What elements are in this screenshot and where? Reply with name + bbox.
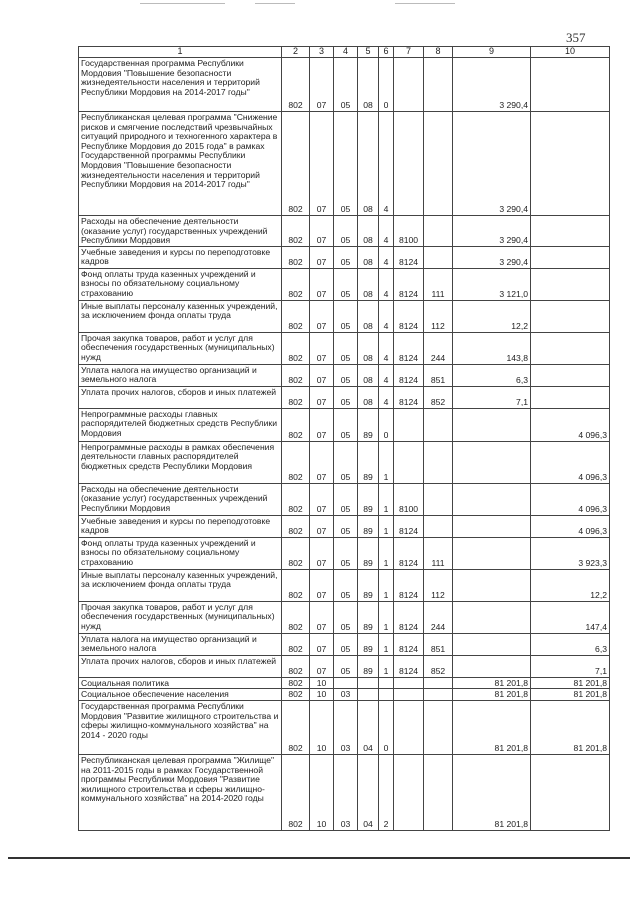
col-ministry-code: 802 [282,633,310,655]
col-section-code: 07 [310,268,334,300]
col-amount-2014: 7,1 [453,386,531,408]
table-row [79,58,610,112]
col-header: 5 [358,47,379,58]
row-description: Непрограммные расходы в рамках обеспечения деятельности главных распорядителей бюджетных средств Республики Мордовия [79,441,282,483]
col-program-code: 89 [358,441,379,483]
col-program-code: 89 [358,655,379,677]
table-row [79,386,610,408]
col-subsection-code: 05 [334,601,358,633]
col-amount-2015 [531,364,610,386]
col-subprogram-code: 1 [379,441,394,483]
row-description: Уплата прочих налогов, сборов и иных платежей [79,655,282,677]
row-description: Непрограммные расходы главных распорядителей бюджетных средств Республики Мордовия [79,408,282,441]
col-program-code: 08 [358,386,379,408]
row-description: Учебные заведения и курсы по переподготовке кадров [79,515,282,537]
col-program-code: 89 [358,633,379,655]
col-subsection-code: 05 [334,246,358,268]
col-expense-type-code [424,689,453,701]
col-subsection-code: 05 [334,408,358,441]
row-description: Социальное обеспечение населения [79,689,282,701]
col-amount-2014: 6,3 [453,364,531,386]
col-amount-2014 [453,569,531,601]
col-subsection-code: 05 [334,483,358,515]
col-section-code: 07 [310,332,334,364]
col-subprogram-code: 1 [379,483,394,515]
col-subprogram-code: 4 [379,300,394,332]
col-ministry-code: 802 [282,655,310,677]
col-ministry-code: 802 [282,754,310,830]
col-ministry-code: 802 [282,364,310,386]
row-description: Уплата налога на имущество организаций и земельного налога [79,633,282,655]
col-section-code: 10 [310,700,334,754]
col-section-code: 10 [310,754,334,830]
col-subsection-code: 05 [334,364,358,386]
col-amount-2015 [531,246,610,268]
table-row [79,569,610,601]
page-bottom-rule [8,857,630,859]
col-section-code: 07 [310,515,334,537]
table-row [79,483,610,515]
col-ministry-code: 802 [282,58,310,112]
col-expense-type-code: 112 [424,569,453,601]
col-subprogram-code [379,677,394,689]
col-section-code: 10 [310,689,334,701]
col-expense-type-code [424,677,453,689]
col-amount-2014: 81 201,8 [453,700,531,754]
col-ministry-code: 802 [282,601,310,633]
col-expense-type-code: 851 [424,364,453,386]
row-description: Уплата налога на имущество организаций и земельного налога [79,364,282,386]
col-expense-type-code: 852 [424,386,453,408]
col-subprogram-code [379,689,394,701]
col-amount-2014 [453,408,531,441]
col-direction-code [394,754,424,830]
col-program-code: 08 [358,300,379,332]
col-subsection-code: 03 [334,689,358,701]
col-amount-2015 [531,112,610,216]
col-ministry-code: 802 [282,689,310,701]
col-amount-2015 [531,216,610,247]
col-amount-2015: 147,4 [531,601,610,633]
col-direction-code: 8124 [394,633,424,655]
col-header: 4 [334,47,358,58]
row-description: Иные выплаты персоналу казенных учреждений, за исключением фонда оплаты труда [79,300,282,332]
col-direction-code: 8100 [394,216,424,247]
col-section-code: 07 [310,246,334,268]
col-ministry-code: 802 [282,569,310,601]
col-subprogram-code: 4 [379,332,394,364]
col-direction-code: 8124 [394,515,424,537]
col-amount-2014 [453,483,531,515]
col-direction-code [394,441,424,483]
col-subsection-code: 05 [334,112,358,216]
col-direction-code [394,112,424,216]
col-expense-type-code [424,246,453,268]
col-program-code: 89 [358,483,379,515]
col-ministry-code: 802 [282,537,310,569]
col-program-code: 08 [358,112,379,216]
col-section-code: 10 [310,677,334,689]
col-subsection-code: 05 [334,515,358,537]
col-expense-type-code: 851 [424,633,453,655]
col-amount-2015: 6,3 [531,633,610,655]
col-program-code: 04 [358,700,379,754]
table-row [79,268,610,300]
table-row [79,441,610,483]
row-description: Фонд оплаты труда казенных учреждений и взносы по обязательному социальному страхованию [79,268,282,300]
col-subsection-code: 05 [334,386,358,408]
col-amount-2014: 81 201,8 [453,677,531,689]
row-description: Государственная программа Республики Мордовия "Повышение безопасности жизнедеятельности населения и территорий Республики Мордовия на 2014-2017 годы" [79,58,282,112]
col-amount-2014: 143,8 [453,332,531,364]
col-program-code [358,677,379,689]
col-direction-code: 8124 [394,601,424,633]
col-ministry-code: 802 [282,268,310,300]
col-subprogram-code: 1 [379,633,394,655]
table-row [79,300,610,332]
col-header: 8 [424,47,453,58]
row-description: Расходы на обеспечение деятельности (оказание услуг) государственных учреждений Республики Мордовия [79,483,282,515]
col-ministry-code: 802 [282,112,310,216]
col-ministry-code: 802 [282,483,310,515]
col-expense-type-code: 112 [424,300,453,332]
row-description: Прочая закупка товаров, работ и услуг для обеспечения государственных (муниципальных) нужд [79,601,282,633]
col-amount-2015: 81 201,8 [531,689,610,701]
col-ministry-code: 802 [282,246,310,268]
col-expense-type-code [424,112,453,216]
row-description: Учебные заведения и курсы по переподготовке кадров [79,246,282,268]
col-amount-2015: 7,1 [531,655,610,677]
row-description: Социальная политика [79,677,282,689]
col-expense-type-code [424,483,453,515]
row-description: Иные выплаты персоналу казенных учреждений, за исключением фонда оплаты труда [79,569,282,601]
table-header-row [79,47,610,58]
col-expense-type-code [424,754,453,830]
row-description: Республиканская целевая программа "Снижение рисков и смягчение последствий чрезвычайных ситуаций природного и техногенного характера в Республике Мордовия до 2015 года" в рамках Государственной программы Республики Мордовия "Повышение безопасности жизнедеятельности населения и территорий Республики Мордовия на 2014-2017 годы" [79,112,282,216]
scan-edge-line [140,3,225,4]
col-subprogram-code: 4 [379,364,394,386]
col-ministry-code: 802 [282,386,310,408]
col-ministry-code: 802 [282,332,310,364]
col-direction-code [394,408,424,441]
col-amount-2014 [453,515,531,537]
col-ministry-code: 802 [282,408,310,441]
col-direction-code: 8124 [394,386,424,408]
col-direction-code: 8124 [394,300,424,332]
col-subsection-code: 05 [334,268,358,300]
col-program-code: 89 [358,569,379,601]
table-row [79,700,610,754]
col-ministry-code: 802 [282,216,310,247]
col-subsection-code: 05 [334,332,358,364]
col-amount-2014: 3 290,4 [453,112,531,216]
table-row [79,216,610,247]
table-row [79,689,610,701]
col-direction-code: 8124 [394,332,424,364]
col-header: 2 [282,47,310,58]
col-subprogram-code: 1 [379,601,394,633]
col-direction-code [394,689,424,701]
col-section-code: 07 [310,441,334,483]
scan-edge-line [395,3,455,4]
col-direction-code: 8100 [394,483,424,515]
col-amount-2015 [531,268,610,300]
col-header: 6 [379,47,394,58]
col-amount-2014 [453,633,531,655]
col-section-code: 07 [310,633,334,655]
col-expense-type-code: 111 [424,268,453,300]
col-amount-2014: 3 121,0 [453,268,531,300]
table-row [79,246,610,268]
col-direction-code: 8124 [394,246,424,268]
col-amount-2014: 81 201,8 [453,689,531,701]
col-header: 1 [79,47,282,58]
col-section-code: 07 [310,537,334,569]
col-subprogram-code: 4 [379,386,394,408]
col-subprogram-code: 0 [379,58,394,112]
col-amount-2015: 81 201,8 [531,700,610,754]
col-subsection-code: 05 [334,633,358,655]
col-subsection-code: 05 [334,569,358,601]
col-subprogram-code: 1 [379,569,394,601]
col-amount-2015 [531,58,610,112]
table-row [79,515,610,537]
col-ministry-code: 802 [282,441,310,483]
col-expense-type-code [424,216,453,247]
table-body [79,58,610,831]
col-direction-code [394,677,424,689]
col-amount-2015: 3 923,3 [531,537,610,569]
col-subprogram-code: 4 [379,246,394,268]
col-program-code: 08 [358,246,379,268]
col-amount-2014 [453,537,531,569]
col-direction-code: 8124 [394,268,424,300]
col-subsection-code: 05 [334,441,358,483]
col-expense-type-code [424,515,453,537]
col-subprogram-code: 1 [379,515,394,537]
col-subsection-code: 03 [334,754,358,830]
col-direction-code [394,58,424,112]
col-header: 3 [310,47,334,58]
col-subsection-code: 05 [334,537,358,569]
table-row [79,754,610,830]
col-direction-code [394,700,424,754]
col-header: 7 [394,47,424,58]
col-direction-code: 8124 [394,364,424,386]
col-subprogram-code: 0 [379,700,394,754]
col-subsection-code: 03 [334,700,358,754]
col-program-code: 89 [358,537,379,569]
col-subprogram-code: 4 [379,112,394,216]
col-direction-code: 8124 [394,569,424,601]
col-expense-type-code: 244 [424,601,453,633]
col-direction-code: 8124 [394,537,424,569]
col-amount-2014 [453,655,531,677]
table-row [79,633,610,655]
budget-table [78,46,610,831]
col-ministry-code: 802 [282,677,310,689]
col-amount-2014 [453,441,531,483]
col-amount-2015: 4 096,3 [531,441,610,483]
col-subprogram-code: 0 [379,408,394,441]
col-amount-2015: 12,2 [531,569,610,601]
col-amount-2014: 81 201,8 [453,754,531,830]
col-program-code: 08 [358,58,379,112]
col-expense-type-code: 111 [424,537,453,569]
scan-edge-line [255,3,295,4]
col-program-code: 89 [358,601,379,633]
col-amount-2015 [531,386,610,408]
col-direction-code: 8124 [394,655,424,677]
col-subsection-code [334,677,358,689]
col-expense-type-code: 852 [424,655,453,677]
col-ministry-code: 802 [282,515,310,537]
col-amount-2015: 4 096,3 [531,515,610,537]
row-description: Республиканская целевая программа "Жилище" на 2011-2015 годы в рамках Государственной программы Республики Мордовия "Развитие жилищного строительства и сферы жилищно-коммунального хозяйства" на 2014-2020 годы [79,754,282,830]
col-expense-type-code [424,700,453,754]
table-row [79,537,610,569]
table-row [79,677,610,689]
col-section-code: 07 [310,601,334,633]
col-amount-2015: 81 201,8 [531,677,610,689]
row-description: Фонд оплаты труда казенных учреждений и взносы по обязательному социальному страхованию [79,537,282,569]
table-row [79,408,610,441]
col-section-code: 07 [310,364,334,386]
col-subsection-code: 05 [334,58,358,112]
col-program-code: 04 [358,754,379,830]
col-amount-2014: 12,2 [453,300,531,332]
table-row [79,332,610,364]
col-amount-2014: 3 290,4 [453,246,531,268]
col-subsection-code: 05 [334,216,358,247]
col-program-code: 89 [358,515,379,537]
row-description: Расходы на обеспечение деятельности (оказание услуг) государственных учреждений Республики Мордовия [79,216,282,247]
col-program-code: 89 [358,408,379,441]
row-description: Государственная программа Республики Мордовия "Развитие жилищного строительства и сферы жилищно-коммунального хозяйства" на 2014 - 2020 годы [79,700,282,754]
col-expense-type-code [424,408,453,441]
col-section-code: 07 [310,112,334,216]
row-description: Уплата прочих налогов, сборов и иных платежей [79,386,282,408]
col-subprogram-code: 4 [379,268,394,300]
col-header: 10 [531,47,610,58]
col-amount-2015 [531,300,610,332]
col-expense-type-code: 244 [424,332,453,364]
col-program-code: 08 [358,216,379,247]
col-program-code [358,689,379,701]
col-amount-2015 [531,754,610,830]
page-number: 357 [566,30,586,45]
col-subprogram-code: 1 [379,655,394,677]
col-amount-2014: 3 290,4 [453,58,531,112]
col-section-code: 07 [310,58,334,112]
col-ministry-code: 802 [282,700,310,754]
col-subprogram-code: 1 [379,537,394,569]
col-ministry-code: 802 [282,300,310,332]
col-expense-type-code [424,58,453,112]
table-row [79,112,610,216]
col-program-code: 08 [358,332,379,364]
col-header: 9 [453,47,531,58]
row-description: Прочая закупка товаров, работ и услуг для обеспечения государственных (муниципальных) нужд [79,332,282,364]
col-subsection-code: 05 [334,655,358,677]
col-section-code: 07 [310,216,334,247]
col-subsection-code: 05 [334,300,358,332]
col-program-code: 08 [358,364,379,386]
col-program-code: 08 [358,268,379,300]
table-row [79,601,610,633]
col-section-code: 07 [310,300,334,332]
col-amount-2014 [453,601,531,633]
col-section-code: 07 [310,408,334,441]
table-row [79,655,610,677]
col-amount-2014: 3 290,4 [453,216,531,247]
table-row [79,364,610,386]
col-section-code: 07 [310,386,334,408]
col-section-code: 07 [310,655,334,677]
col-expense-type-code [424,441,453,483]
col-section-code: 07 [310,483,334,515]
col-amount-2015 [531,332,610,364]
col-subprogram-code: 4 [379,216,394,247]
col-amount-2015: 4 096,3 [531,483,610,515]
col-amount-2015: 4 096,3 [531,408,610,441]
col-section-code: 07 [310,569,334,601]
col-subprogram-code: 2 [379,754,394,830]
